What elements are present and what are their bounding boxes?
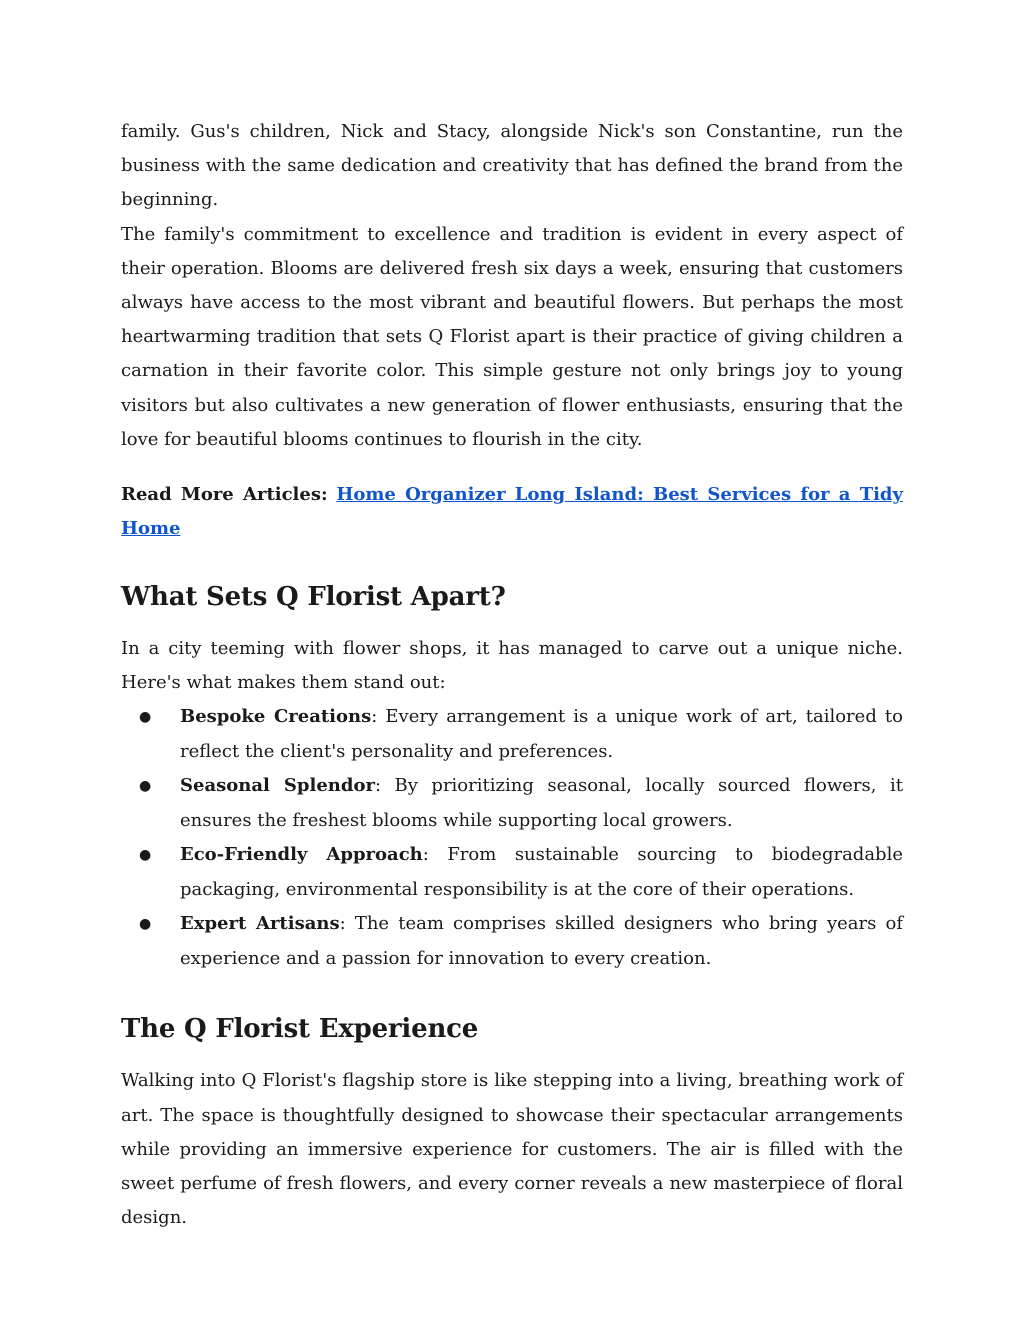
intro-paragraph-1: family. Gus's children, Nick and Stacy, alongside Nick's son Constantine, run the business with the same dedication and creativity that has defined the brand from the beginning. (121, 121, 903, 211)
list-item (121, 700, 903, 769)
list-item-term: Bespoke Creations (180, 706, 372, 728)
section2-paragraph: Walking into Q Florist's flagship store is like stepping into a living, breathing work of art. The space is thoughtfully designed to showcase their spectacular arrangements while providing an immersive experience for customers. The air is filled with the sweet perfume of fresh flowers, and every corner reveals a new masterpiece of floral design. (121, 1070, 903, 1229)
list-item-term: Expert Artisans (180, 913, 340, 935)
list-item (121, 838, 903, 907)
intro-paragraph-2: The family's commitment to excellence and tradition is evident in every aspect of their operation. Blooms are delivered fresh six days a week, ensuring that customers always have access to the most vibrant and beautiful flowers. But perhaps the most heartwarming tradition that sets Q Florist apart is their practice of giving children a carnation in their favorite color. This simple gesture not only brings joy to young visitors but also cultivates a new generation of flower enthusiasts, ensuring that the love for beautiful blooms continues to flourish in the city. (121, 223, 903, 450)
list-item-term: Eco-Friendly Approach (180, 844, 423, 866)
list-item (121, 769, 903, 838)
read-more-label: Read More Articles: (121, 484, 328, 506)
section-heading-experience: The Q Florist Experience (121, 1014, 479, 1045)
list-item-text: : The team comprises skilled designers who bring years of experience and a passion for innovation to every creation. (180, 913, 903, 969)
section-heading-what-sets-apart: What Sets Q Florist Apart? (121, 582, 506, 613)
list-item (121, 907, 903, 976)
read-more-link[interactable]: Home Organizer Long Island: Best Services for a Tidy Home (121, 484, 903, 540)
bullet-icon: ● (139, 778, 152, 795)
feature-list (121, 700, 903, 976)
read-more-line (121, 478, 903, 546)
bullet-icon: ● (139, 847, 152, 864)
list-item-term: Seasonal Splendor (180, 775, 375, 797)
section1-intro: In a city teeming with flower shops, it has managed to carve out a unique niche. Here's what makes them stand out: (121, 638, 903, 694)
list-item-text: : From sustainable sourcing to biodegradable packaging, environmental responsibility is at the core of their operations. (180, 844, 903, 900)
bullet-icon: ● (139, 916, 152, 933)
list-item-text: : Every arrangement is a unique work of art, tailored to reflect the client's personality and preferences. (180, 706, 903, 762)
document-page (121, 115, 903, 1235)
bullet-icon: ● (139, 709, 152, 726)
list-item-text: : By prioritizing seasonal, locally sourced flowers, it ensures the freshest blooms while supporting local growers. (180, 775, 903, 831)
